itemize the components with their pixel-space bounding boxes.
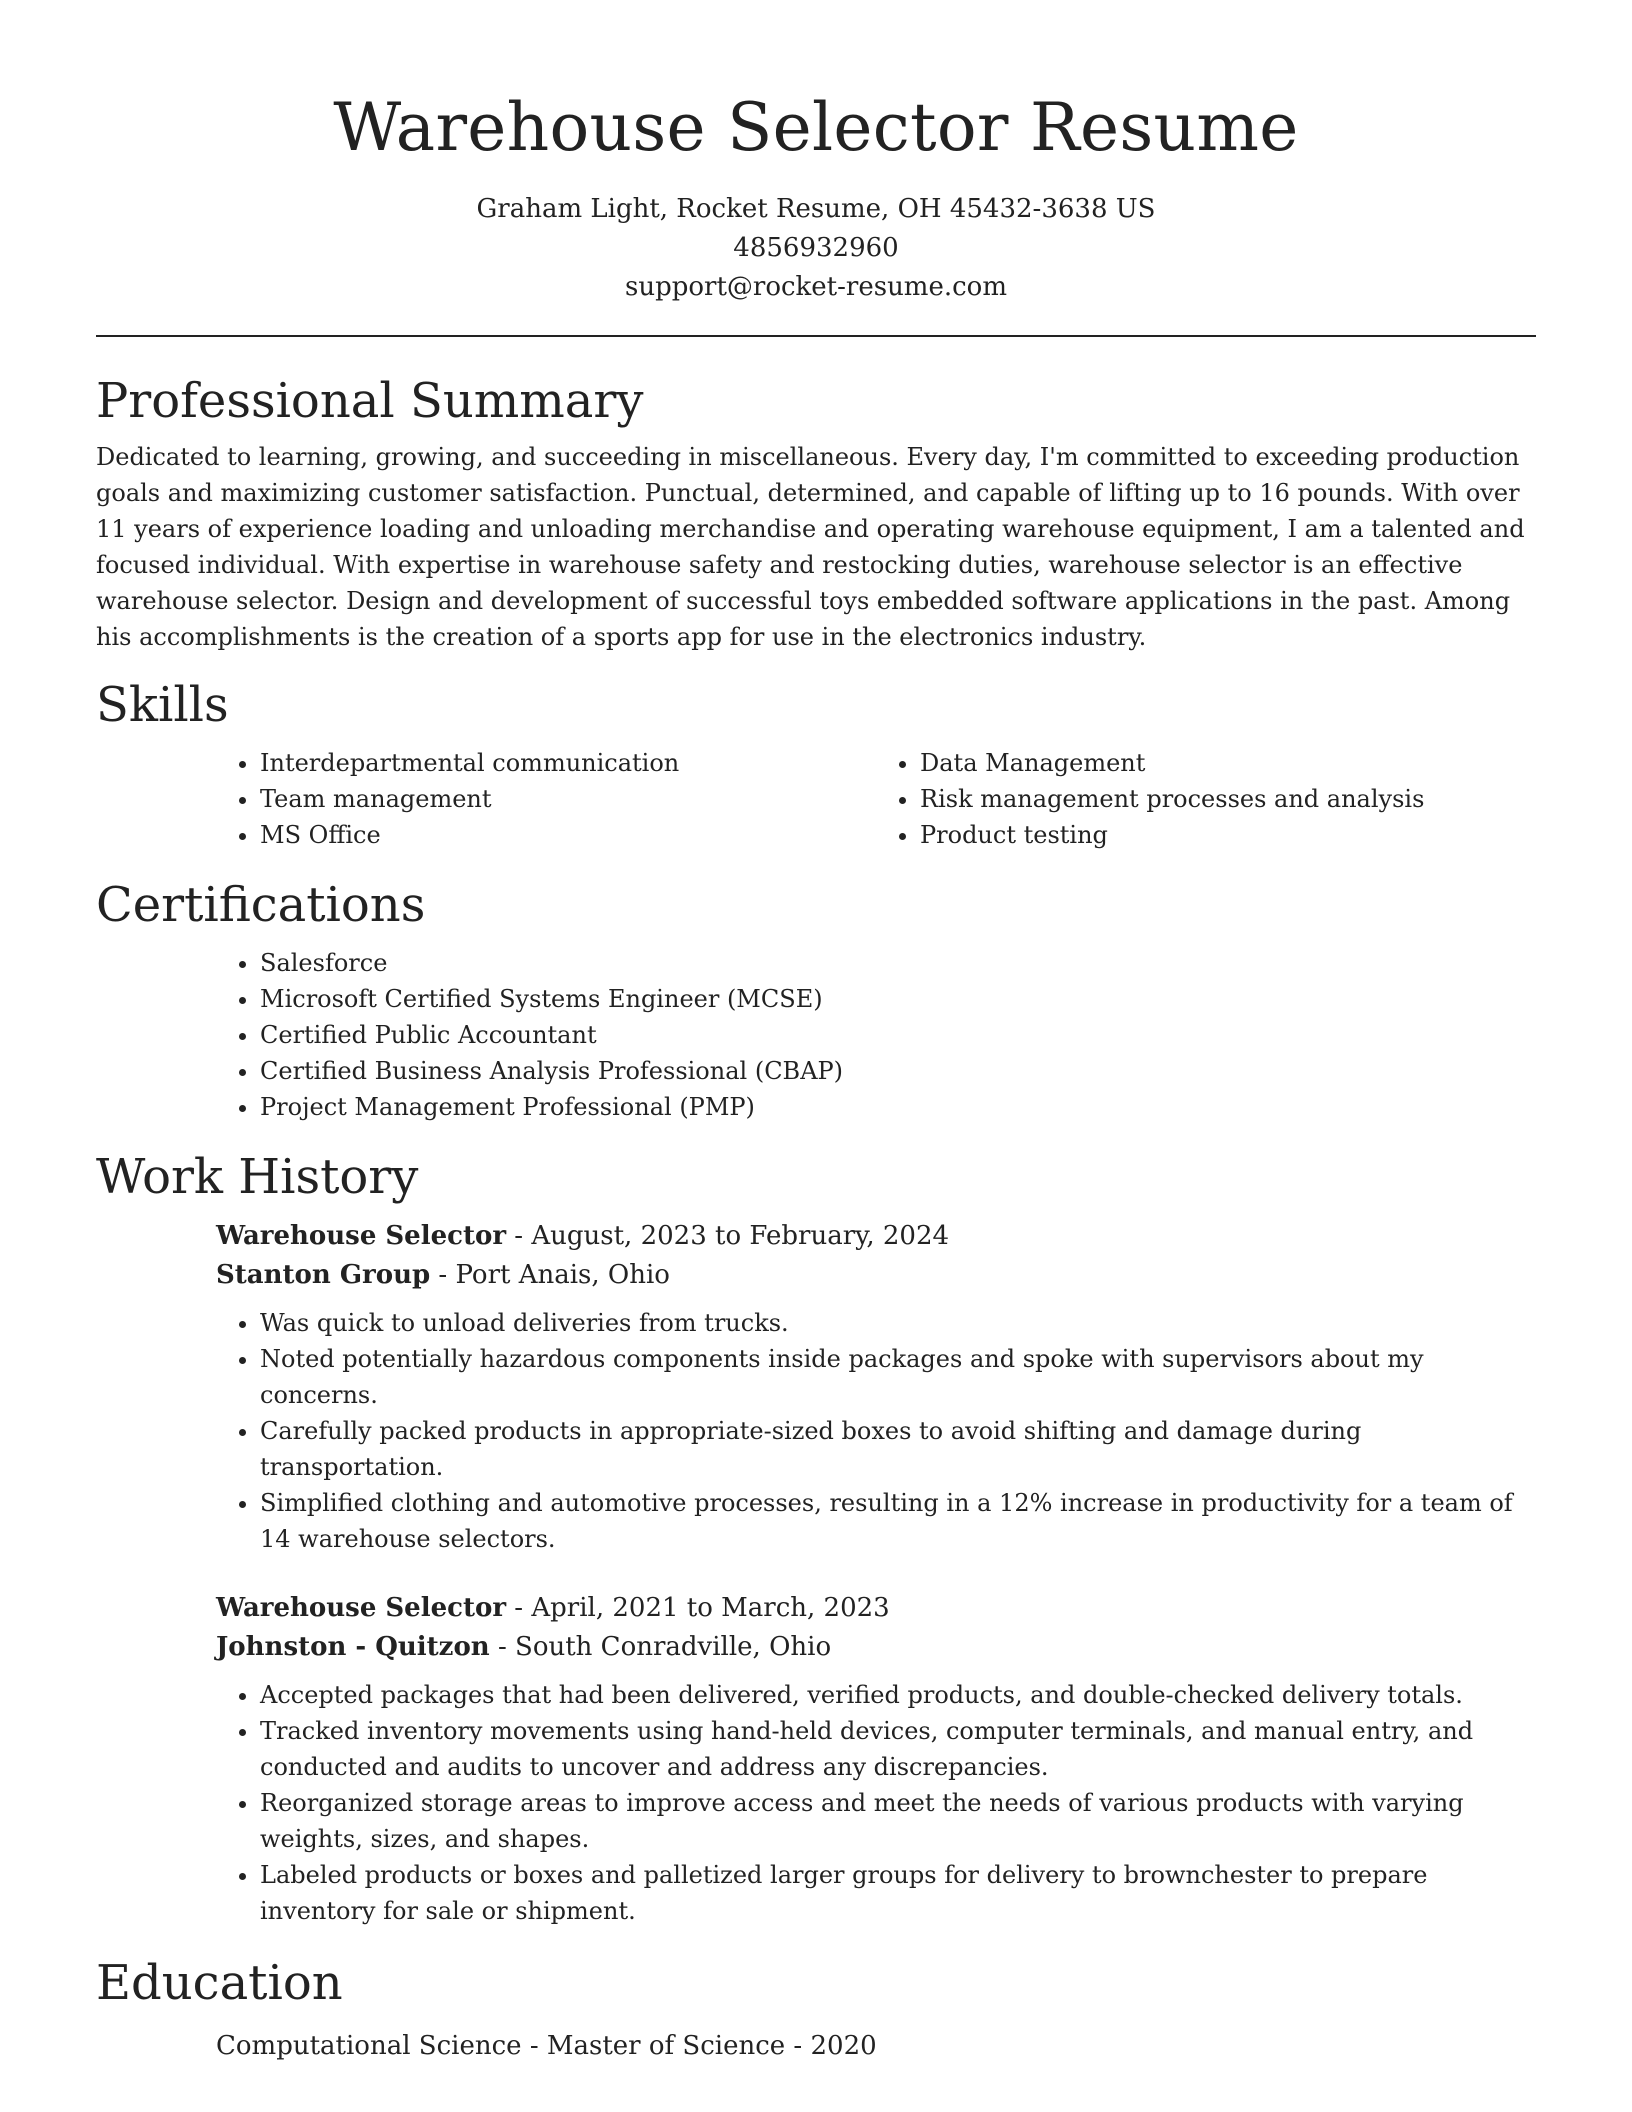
skills-grid (216, 745, 1536, 853)
skills-heading: Skills (96, 677, 229, 733)
job-company: Stanton Group (216, 1260, 431, 1290)
job-entry (216, 1589, 1536, 1929)
job-duty: • Reorganized storage areas to improve access and meet the needs of various products with varying weights, sizes, and shapes. (260, 1785, 1536, 1857)
job-company-line (216, 1256, 1536, 1295)
certification-item: • Microsoft Certified Systems Engineer (MCSE) (260, 981, 1536, 1017)
summary-text: Dedicated to learning, growing, and succeeding in miscellaneous. Every day, I'm committed to exceeding production goals and maximizing customer satisfaction. Punctual, determined, and capable of lifting up to 16 pounds. With over 11 years of experience loading and unloading merchandise and operating warehouse equipment, I am a talented and focused individual. With expertise in warehouse safety and restocking duties, warehouse selector is an effective warehouse selector. Design and development of successful toys embedded software applications in the past. Among his accomplishments is the creation of a sports app for use in the electronics industry. (96, 443, 1525, 651)
skill-item: • Risk management processes and analysis (920, 781, 1536, 817)
job-duty: • Noted potentially hazardous components inside packages and spoke with supervisors about my concerns. (260, 1341, 1536, 1413)
skill-item: • Interdepartmental communication (260, 745, 876, 781)
education-entry: Computational Science - Master of Science - 2020 (216, 2031, 877, 2061)
job-duties-list (216, 1305, 1536, 1557)
job-duty: • Accepted packages that had been delivered, verified products, and double-checked delivery totals. (260, 1677, 1536, 1713)
summary-heading: Professional Summary (96, 373, 644, 429)
job-duty: • Simplified clothing and automotive processes, resulting in a 12% increase in productivity for a team of 14 warehouse selectors. (260, 1485, 1536, 1557)
certifications-heading: Certifications (96, 877, 426, 933)
certification-item: • Project Management Professional (PMP) (260, 1089, 1536, 1125)
job-location: - Port Anais, Ohio (430, 1260, 670, 1290)
skill-item: • Team management (260, 781, 876, 817)
education-section (96, 1953, 1536, 2066)
page-title: Warehouse Selector Resume (333, 89, 1299, 166)
job-title-line (216, 1217, 1536, 1256)
job-entry (216, 1217, 1536, 1557)
work-history-heading: Work History (96, 1149, 419, 1205)
skill-item: • MS Office (260, 817, 876, 853)
skill-item: • Product testing (920, 817, 1536, 853)
certification-item: • Salesforce (260, 945, 1536, 981)
job-dates: - April, 2021 to March, 2023 (506, 1593, 890, 1623)
header-divider (96, 335, 1536, 337)
contact-info (96, 190, 1536, 307)
job-location: - South Conradville, Ohio (489, 1632, 832, 1662)
contact-phone: 4856932960 (733, 233, 899, 263)
work-history-section (96, 1147, 1536, 1929)
job-duty: • Labeled products or boxes and palletized larger groups for delivery to brownchester to prepare inventory for sale or shipment. (260, 1857, 1536, 1929)
skills-list-left (216, 745, 876, 853)
certifications-section (96, 875, 1536, 1125)
skills-section (96, 675, 1536, 853)
job-title: Warehouse Selector (216, 1593, 507, 1623)
summary-section (96, 371, 1536, 655)
job-company: Johnston - Quitzon (216, 1632, 490, 1662)
job-duty: • Was quick to unload deliveries from trucks. (260, 1305, 1536, 1341)
job-duties-list (216, 1677, 1536, 1929)
job-title: Warehouse Selector (216, 1221, 507, 1251)
skill-item: • Data Management (920, 745, 1536, 781)
contact-email: support@rocket-resume.com (624, 272, 1007, 302)
certifications-list (216, 945, 1536, 1125)
job-title-line (216, 1589, 1536, 1628)
certification-item: • Certified Business Analysis Professional (CBAP) (260, 1053, 1536, 1089)
contact-address: Graham Light, Rocket Resume, OH 45432-3638 US (476, 194, 1156, 224)
job-duty: • Carefully packed products in appropriate-sized boxes to avoid shifting and damage during transportation. (260, 1413, 1536, 1485)
job-dates: - August, 2023 to February, 2024 (506, 1221, 950, 1251)
certification-item: • Certified Public Accountant (260, 1017, 1536, 1053)
job-duty: • Tracked inventory movements using hand-held devices, computer terminals, and manual entry, and conducted and audits to uncover and address any discrepancies. (260, 1713, 1536, 1785)
resume-page (96, 0, 1536, 2066)
education-heading: Education (96, 1955, 343, 2011)
job-company-line (216, 1628, 1536, 1667)
resume-header (96, 0, 1536, 307)
skills-list-right (876, 745, 1536, 853)
